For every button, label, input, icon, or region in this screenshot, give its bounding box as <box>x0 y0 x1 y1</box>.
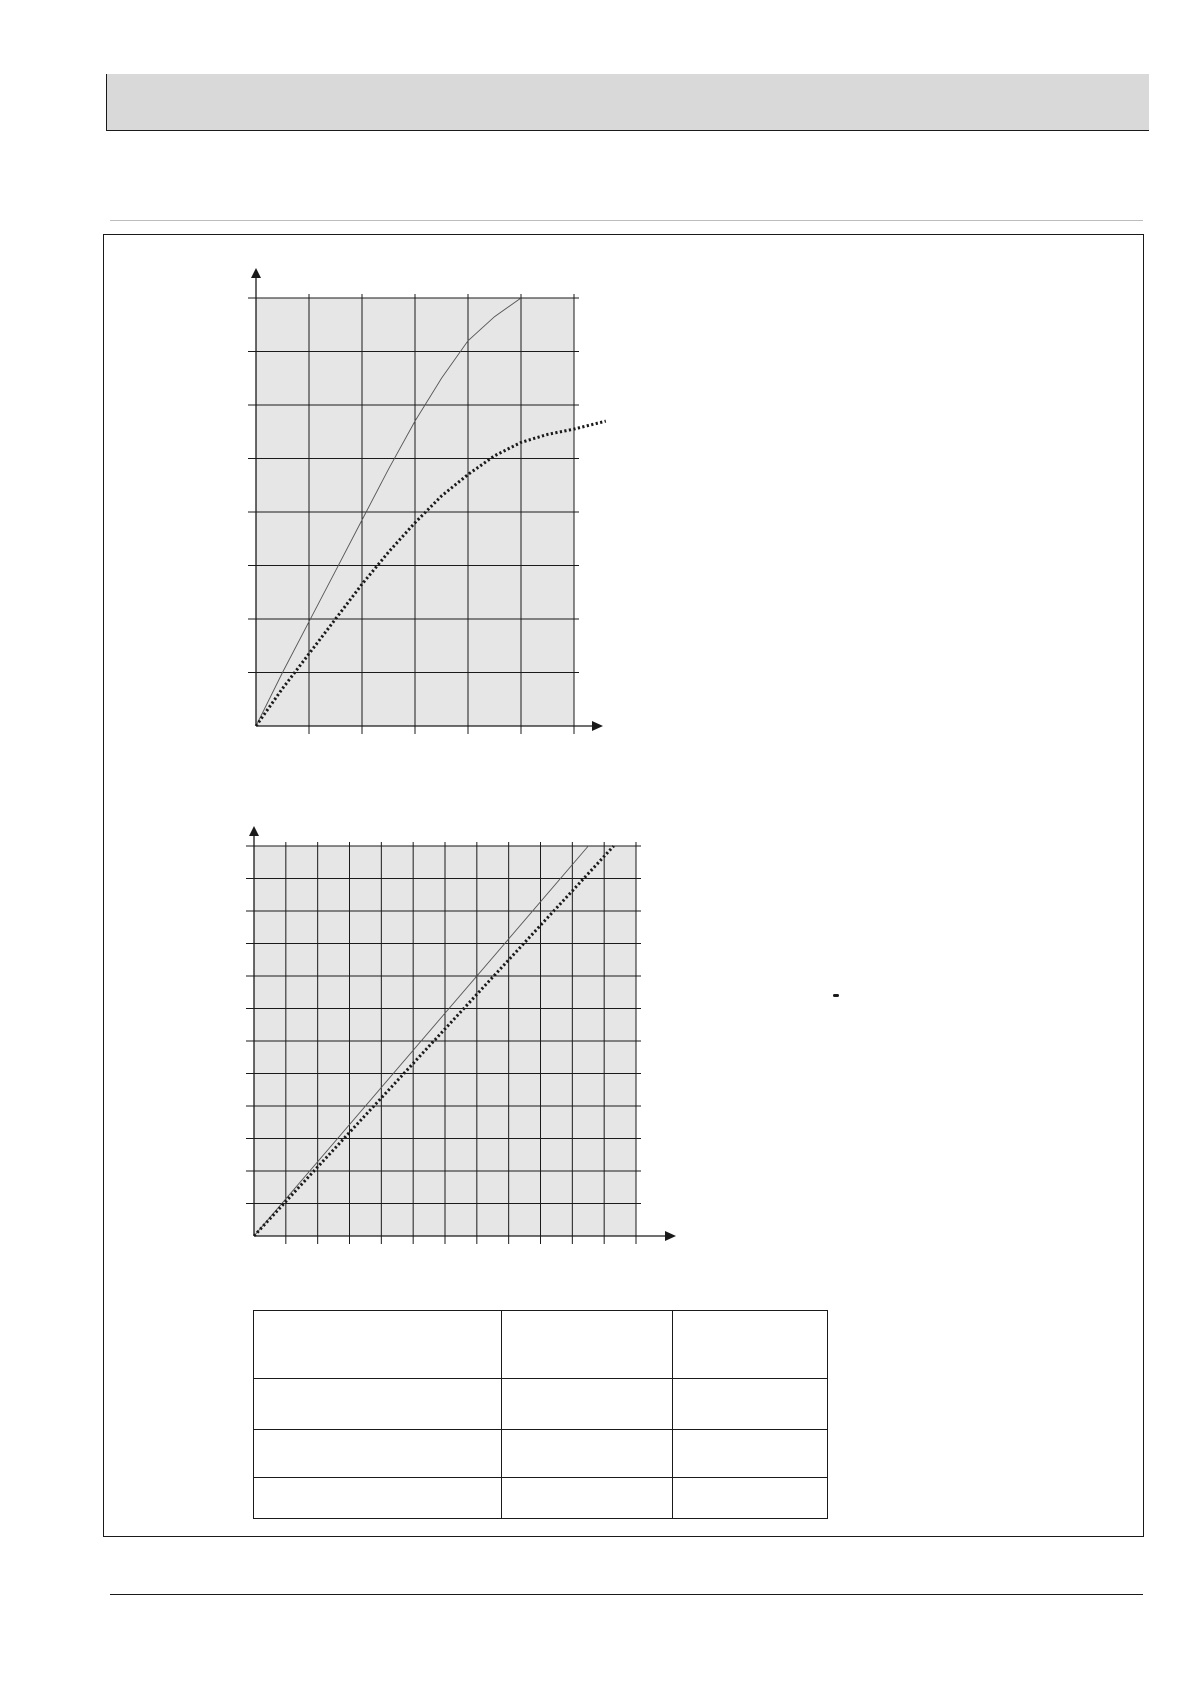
table-row <box>254 1311 828 1379</box>
table-row <box>254 1478 828 1519</box>
table-cell <box>673 1311 828 1379</box>
table-cell <box>502 1311 673 1379</box>
data-table <box>253 1310 828 1519</box>
y-axis-arrow-icon <box>249 826 259 836</box>
stray-mark <box>833 994 839 997</box>
table-cell <box>254 1430 502 1478</box>
table-cell <box>673 1478 828 1519</box>
table-cell <box>254 1311 502 1379</box>
table-cell <box>673 1379 828 1430</box>
table-cell <box>254 1379 502 1430</box>
table-row <box>254 1379 828 1430</box>
table-cell <box>502 1430 673 1478</box>
table-cell <box>502 1478 673 1519</box>
bottom-rule <box>110 1594 1143 1595</box>
table-cell <box>502 1379 673 1430</box>
table-cell <box>254 1478 502 1519</box>
table-row <box>254 1430 828 1478</box>
table-cell <box>673 1430 828 1478</box>
x-axis-arrow-icon <box>665 1231 676 1241</box>
